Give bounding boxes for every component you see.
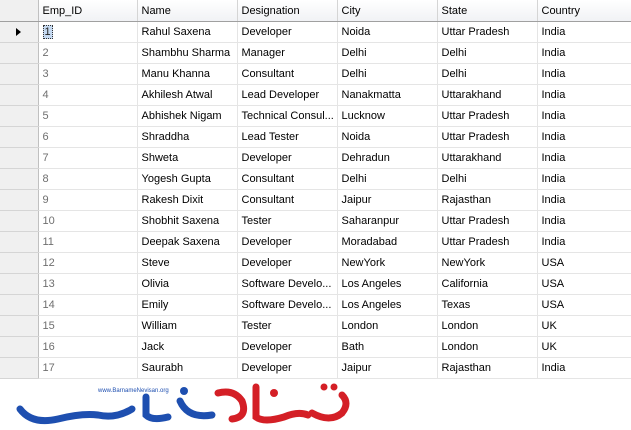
cell-country[interactable]: India bbox=[537, 190, 631, 211]
cell-city[interactable]: NewYork bbox=[337, 253, 437, 274]
cell-emp-id[interactable]: 11 bbox=[38, 232, 137, 253]
cell-name[interactable]: Manu Khanna bbox=[137, 64, 237, 85]
table-row[interactable] bbox=[0, 274, 631, 295]
cell-name[interactable]: Rahul Saxena bbox=[137, 22, 237, 43]
selected-cell-value: 1 bbox=[44, 26, 51, 38]
cell-state[interactable]: Uttar Pradesh bbox=[437, 106, 537, 127]
table-row[interactable] bbox=[0, 106, 631, 127]
cell-emp-id[interactable]: 4 bbox=[38, 85, 137, 106]
row-selector[interactable] bbox=[0, 106, 38, 127]
cell-name[interactable]: Emily bbox=[137, 295, 237, 316]
cell-designation[interactable]: Consultant bbox=[237, 169, 337, 190]
cell-name[interactable]: Saurabh bbox=[137, 358, 237, 379]
cell-name[interactable]: Akhilesh Atwal bbox=[137, 85, 237, 106]
cell-name[interactable]: Shobhit Saxena bbox=[137, 211, 237, 232]
cell-state[interactable]: Delhi bbox=[437, 43, 537, 64]
cell-designation[interactable]: Developer bbox=[237, 253, 337, 274]
row-selector[interactable] bbox=[0, 295, 38, 316]
cell-designation[interactable]: Consultant bbox=[237, 64, 337, 85]
cell-city[interactable]: Bath bbox=[337, 337, 437, 358]
cell-emp-id[interactable]: 8 bbox=[38, 169, 137, 190]
cell-emp-id[interactable]: 17 bbox=[38, 358, 137, 379]
cell-name[interactable]: Shweta bbox=[137, 148, 237, 169]
table-row[interactable] bbox=[0, 148, 631, 169]
table-row[interactable] bbox=[0, 85, 631, 106]
table-row[interactable] bbox=[0, 358, 631, 379]
cell-country[interactable]: UK bbox=[537, 316, 631, 337]
cell-emp-id[interactable]: 6 bbox=[38, 127, 137, 148]
column-header-name[interactable]: Name bbox=[137, 0, 237, 22]
cell-designation[interactable]: Manager bbox=[237, 43, 337, 64]
cell-country[interactable]: India bbox=[537, 106, 631, 127]
cell-city[interactable]: Jaipur bbox=[337, 358, 437, 379]
cell-country[interactable]: India bbox=[537, 85, 631, 106]
cell-designation[interactable]: Lead Developer bbox=[237, 85, 337, 106]
cell-state[interactable]: Uttar Pradesh bbox=[437, 211, 537, 232]
cell-country[interactable]: India bbox=[537, 64, 631, 85]
barnamenevisan-logo bbox=[12, 379, 364, 427]
cell-designation[interactable]: Developer bbox=[237, 22, 337, 43]
cell-country[interactable]: UK bbox=[537, 337, 631, 358]
cell-emp-id[interactable]: 5 bbox=[38, 106, 137, 127]
cell-emp-id[interactable] bbox=[38, 22, 137, 43]
cell-name[interactable]: Abhishek Nigam bbox=[137, 106, 237, 127]
cell-city[interactable]: Noida bbox=[337, 22, 437, 43]
row-selector[interactable] bbox=[0, 148, 38, 169]
table-row[interactable] bbox=[0, 211, 631, 232]
cell-country[interactable]: USA bbox=[537, 295, 631, 316]
cell-country[interactable]: India bbox=[537, 358, 631, 379]
cell-name[interactable]: Deepak Saxena bbox=[137, 232, 237, 253]
cell-designation[interactable]: Technical Consul... bbox=[237, 106, 337, 127]
cell-name[interactable]: Jack bbox=[137, 337, 237, 358]
table-row[interactable] bbox=[0, 232, 631, 253]
cell-designation[interactable]: Lead Tester bbox=[237, 127, 337, 148]
table-row[interactable] bbox=[0, 337, 631, 358]
cell-city[interactable]: Saharanpur bbox=[337, 211, 437, 232]
column-header-city[interactable]: City bbox=[337, 0, 437, 22]
table-row[interactable] bbox=[0, 43, 631, 64]
cell-state[interactable]: London bbox=[437, 316, 537, 337]
cell-country[interactable]: India bbox=[537, 22, 631, 43]
cell-name[interactable]: Yogesh Gupta bbox=[137, 169, 237, 190]
cell-emp-id[interactable]: 14 bbox=[38, 295, 137, 316]
column-header-state[interactable]: State bbox=[437, 0, 537, 22]
column-header-emp-id[interactable]: Emp_ID bbox=[38, 0, 137, 22]
cell-country[interactable]: USA bbox=[537, 253, 631, 274]
row-selector[interactable] bbox=[0, 211, 38, 232]
cell-state[interactable]: Delhi bbox=[437, 64, 537, 85]
grid-corner[interactable] bbox=[0, 0, 38, 22]
cell-designation[interactable]: Software Develo... bbox=[237, 295, 337, 316]
cell-designation[interactable]: Tester bbox=[237, 316, 337, 337]
cell-state[interactable]: Delhi bbox=[437, 169, 537, 190]
cell-designation[interactable]: Developer bbox=[237, 148, 337, 169]
cell-country[interactable]: India bbox=[537, 169, 631, 190]
table-row[interactable] bbox=[0, 22, 631, 43]
cell-name[interactable]: Shambhu Sharma bbox=[137, 43, 237, 64]
row-selector[interactable] bbox=[0, 190, 38, 211]
row-selector[interactable] bbox=[0, 358, 38, 379]
cell-country[interactable]: India bbox=[537, 232, 631, 253]
cell-state[interactable]: Rajasthan bbox=[437, 190, 537, 211]
header-row bbox=[0, 0, 631, 22]
cell-state[interactable]: Uttar Pradesh bbox=[437, 232, 537, 253]
watermark-area bbox=[0, 379, 631, 430]
row-selector[interactable] bbox=[0, 22, 38, 43]
cell-state[interactable]: Uttarakhand bbox=[437, 85, 537, 106]
cell-country[interactable]: India bbox=[537, 148, 631, 169]
cell-designation[interactable]: Tester bbox=[237, 211, 337, 232]
cell-country[interactable]: USA bbox=[537, 274, 631, 295]
cell-name[interactable]: Steve bbox=[137, 253, 237, 274]
column-header-designation[interactable]: Designation bbox=[237, 0, 337, 22]
cell-country[interactable]: India bbox=[537, 127, 631, 148]
cell-name[interactable]: William bbox=[137, 316, 237, 337]
cell-emp-id[interactable]: 9 bbox=[38, 190, 137, 211]
table-row[interactable] bbox=[0, 253, 631, 274]
cell-designation[interactable]: Developer bbox=[237, 337, 337, 358]
cell-designation[interactable]: Software Develo... bbox=[237, 274, 337, 295]
table-row[interactable] bbox=[0, 127, 631, 148]
table-row[interactable] bbox=[0, 295, 631, 316]
cell-city[interactable]: Jaipur bbox=[337, 190, 437, 211]
cell-emp-id[interactable]: 3 bbox=[38, 64, 137, 85]
row-selector[interactable] bbox=[0, 85, 38, 106]
cell-state[interactable]: Uttar Pradesh bbox=[437, 22, 537, 43]
cell-emp-id[interactable]: 12 bbox=[38, 253, 137, 274]
row-selector[interactable] bbox=[0, 64, 38, 85]
cell-state[interactable]: Uttarakhand bbox=[437, 148, 537, 169]
table-row[interactable] bbox=[0, 190, 631, 211]
cell-city[interactable]: Nanakmatta bbox=[337, 85, 437, 106]
cell-city[interactable]: Delhi bbox=[337, 169, 437, 190]
cell-state[interactable]: NewYork bbox=[437, 253, 537, 274]
cell-city[interactable]: Moradabad bbox=[337, 232, 437, 253]
cell-city[interactable]: Los Angeles bbox=[337, 274, 437, 295]
cell-state[interactable]: Texas bbox=[437, 295, 537, 316]
cell-designation[interactable]: Developer bbox=[237, 358, 337, 379]
row-selector[interactable] bbox=[0, 337, 38, 358]
row-selector[interactable] bbox=[0, 43, 38, 64]
current-row-arrow-icon bbox=[16, 28, 21, 36]
cell-emp-id[interactable]: 10 bbox=[38, 211, 137, 232]
logo-url: www.BarnameNevisan.org bbox=[98, 388, 169, 394]
cell-city[interactable]: Noida bbox=[337, 127, 437, 148]
table-row[interactable] bbox=[0, 64, 631, 85]
row-selector[interactable] bbox=[0, 316, 38, 337]
row-selector[interactable] bbox=[0, 169, 38, 190]
table-row[interactable] bbox=[0, 316, 631, 337]
cell-city[interactable]: Delhi bbox=[337, 43, 437, 64]
cell-city[interactable]: Dehradun bbox=[337, 148, 437, 169]
cell-city[interactable]: London bbox=[337, 316, 437, 337]
cell-emp-id[interactable]: 16 bbox=[38, 337, 137, 358]
cell-name[interactable]: Shraddha bbox=[137, 127, 237, 148]
cell-state[interactable]: Rajasthan bbox=[437, 358, 537, 379]
column-header-country[interactable]: Country bbox=[537, 0, 631, 22]
table-row[interactable] bbox=[0, 169, 631, 190]
cell-city[interactable]: Lucknow bbox=[337, 106, 437, 127]
row-selector[interactable] bbox=[0, 274, 38, 295]
cell-emp-id[interactable]: 7 bbox=[38, 148, 137, 169]
cell-country[interactable]: India bbox=[537, 43, 631, 64]
cell-state[interactable]: London bbox=[437, 337, 537, 358]
cell-emp-id[interactable]: 13 bbox=[38, 274, 137, 295]
cell-emp-id[interactable]: 15 bbox=[38, 316, 137, 337]
cell-country[interactable]: India bbox=[537, 211, 631, 232]
cell-name[interactable]: Olivia bbox=[137, 274, 237, 295]
cell-emp-id[interactable]: 2 bbox=[38, 43, 137, 64]
cell-state[interactable]: California bbox=[437, 274, 537, 295]
row-selector[interactable] bbox=[0, 253, 38, 274]
cell-designation[interactable]: Consultant bbox=[237, 190, 337, 211]
cell-designation[interactable]: Developer bbox=[237, 232, 337, 253]
cell-city[interactable]: Los Angeles bbox=[337, 295, 437, 316]
grid-body bbox=[0, 22, 631, 379]
cell-name[interactable]: Rakesh Dixit bbox=[137, 190, 237, 211]
row-selector[interactable] bbox=[0, 127, 38, 148]
row-selector[interactable] bbox=[0, 232, 38, 253]
cell-city[interactable]: Delhi bbox=[337, 64, 437, 85]
cell-state[interactable]: Uttar Pradesh bbox=[437, 127, 537, 148]
